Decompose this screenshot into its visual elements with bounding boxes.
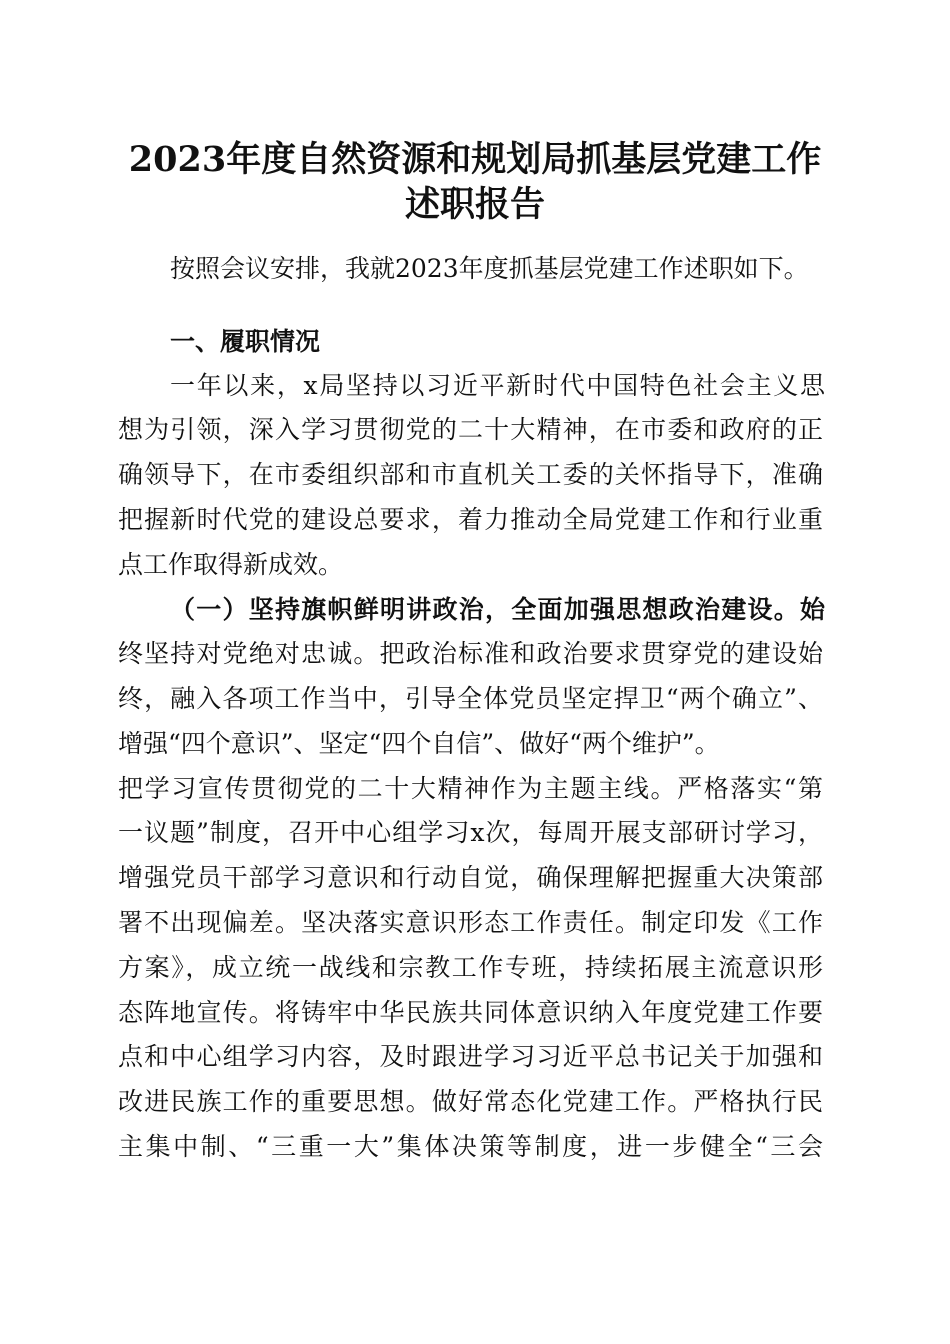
paragraph-line: 把握新时代党的建设总要求，着力推动全局党建工作和行业重 bbox=[118, 505, 823, 534]
paragraph-line: 想为引领，深入学习贯彻党的二十大精神，在市委和政府的正 bbox=[118, 415, 823, 444]
paragraph-line: 主集中制、“三重一大”集体决策等制度，进一步健全“三会 bbox=[118, 1132, 823, 1161]
paragraph-line: 态阵地宣传。将铸牢中华民族共同体意识纳入年度党建工作要 bbox=[118, 998, 823, 1027]
paragraph-line: 终，融入各项工作当中，引导全体党员坚定捍卫“两个确立”、 bbox=[118, 684, 823, 713]
section-heading: 一、履职情况 bbox=[170, 327, 321, 356]
paragraph-line: 点工作取得新成效。 bbox=[118, 550, 344, 579]
intro-paragraph: 按照会议安排，我就2023年度抓基层党建工作述职如下。 bbox=[170, 254, 809, 283]
paragraph-line: 方案》，成立统一战线和宗教工作专班，持续拓展主流意识形 bbox=[118, 953, 823, 982]
paragraph-line: 增强党员干部学习意识和行动自觉，确保理解把握重大决策部 bbox=[118, 863, 823, 892]
document-title-line-2: 述职报告 bbox=[404, 184, 545, 225]
paragraph-line: 增强“四个意识”、坚定“四个自信”、做好“两个维护”。 bbox=[118, 729, 720, 758]
paragraph-line: 终坚持对党绝对忠诚。把政治标准和政治要求贯穿党的建设始 bbox=[118, 639, 823, 668]
paragraph-line: 点和中心组学习内容，及时跟进学习习近平总书记关于加强和 bbox=[118, 1042, 823, 1071]
paragraph-line: 把学习宣传贯彻党的二十大精神作为主题主线。严格落实“第 bbox=[118, 774, 823, 803]
paragraph-line: 改进民族工作的重要思想。做好常态化党建工作。严格执行民 bbox=[118, 1087, 823, 1116]
document-title-line-1: 2023年度自然资源和规划局抓基层党建工作 bbox=[128, 139, 822, 180]
subsection-heading-line: （一）坚持旗帜鲜明讲政治，全面加强思想政治建设。始 bbox=[170, 595, 825, 624]
paragraph-line: 一年以来，x局坚持以习近平新时代中国特色社会主义思 bbox=[170, 371, 825, 400]
paragraph-line: 确领导下，在市委组织部和市直机关工委的关怀指导下，准确 bbox=[118, 460, 823, 489]
paragraph-line: 一议题”制度，召开中心组学习x次，每周开展支部研讨学习， bbox=[118, 818, 823, 847]
paragraph-line: 署不出现偏差。坚决落实意识形态工作责任。制定印发《工作 bbox=[118, 908, 823, 937]
